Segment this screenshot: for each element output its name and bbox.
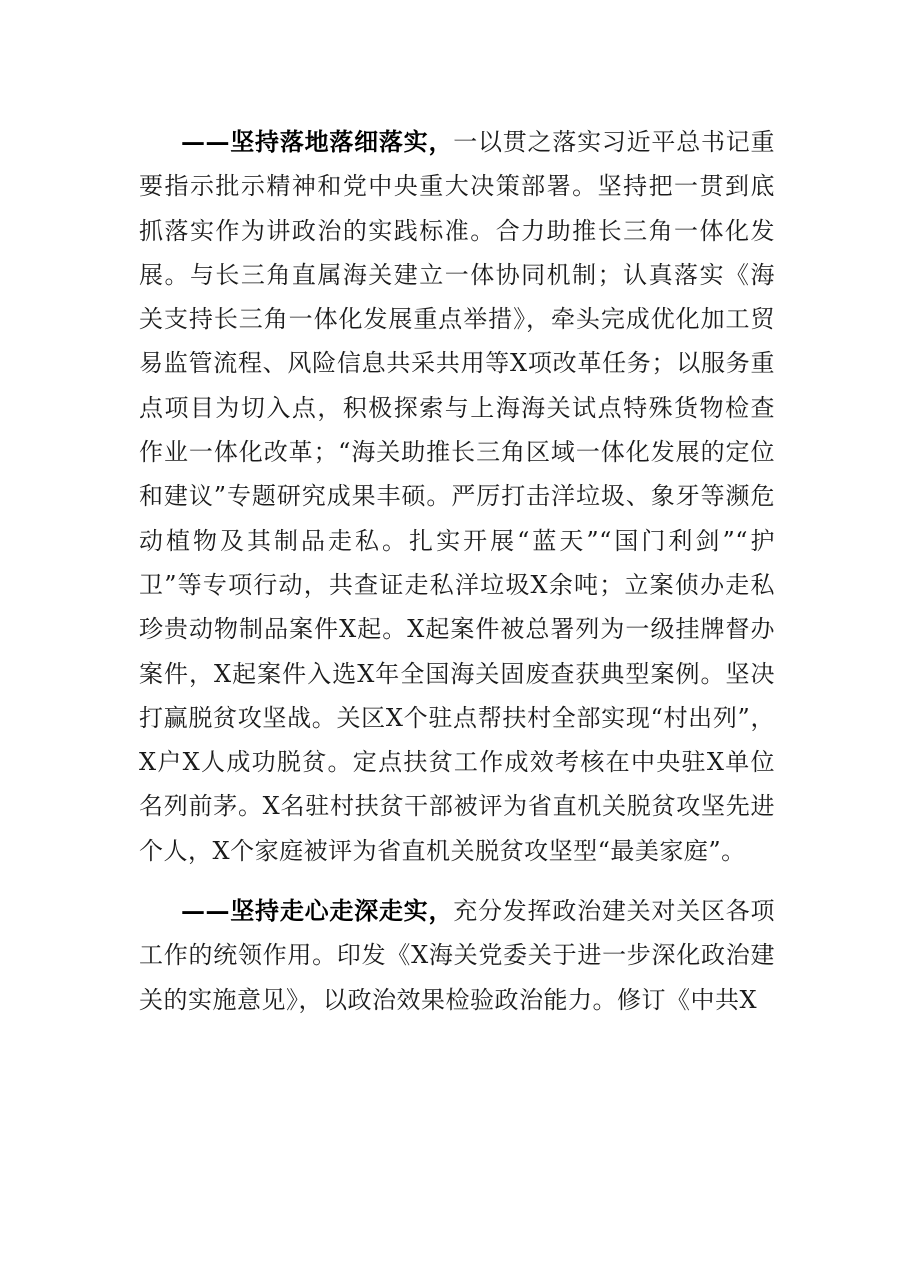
paragraph-body-text: 一以贯之落实习近平总书记重要指示批示精神和党中央重大决策部署。坚持把一贯到底抓落实作为讲政治的实践标准。合力助推长三角一体化发展。与长三角直属海关建立一体协同机制；认真落实《海关支持长三角一体化发展重点举措》，牵头完成优化加工贸易监管流程、风险信息共采共用等X项改革任务；以服务重点项目为切入点，积极探索与上海海关试点特殊货物检查作业一体化改革；“海关助推长三角区域一体化发展的定位和建议”专题研究成果丰硕。严厉打击洋垃圾、象牙等濒危动植物及其制品走私。扎实开展“蓝天”“国门利剑”“护卫”等专项行动，共查证走私洋垃圾X余吨；立案侦办走私珍贵动物制品案件X起。X起案件被总署列为一级挂牌督办案件，X起案件入选X年全国海关固废查获典型案例。坚决打赢脱贫攻坚战。关区X个驻点帮扶村全部实现“村出列”，X户X人成功脱贫。定点扶贫工作成效考核在中央驻X单位名列前茅。X名驻村扶贫干部被评为省直机关脱贫攻坚先进个人，X个家庭被评为省直机关脱贫攻坚型“最美家庭”。 bbox=[139, 128, 776, 865]
paragraph-political-implementation bbox=[139, 120, 775, 873]
paragraph-lead-heading: ——坚持落地落细落实， bbox=[181, 127, 454, 156]
paragraph-body-text: 充分发挥政治建关对关区各项工作的统领作用。印发《X海关党委关于进一步深化政治建关的实施意见》，以政治效果检验政治能力。修订《中共X bbox=[139, 897, 776, 1014]
document-body bbox=[139, 120, 775, 1022]
paragraph-lead-heading: ——坚持走心走深走实， bbox=[181, 896, 454, 926]
paragraph-political-construction bbox=[139, 889, 775, 1022]
